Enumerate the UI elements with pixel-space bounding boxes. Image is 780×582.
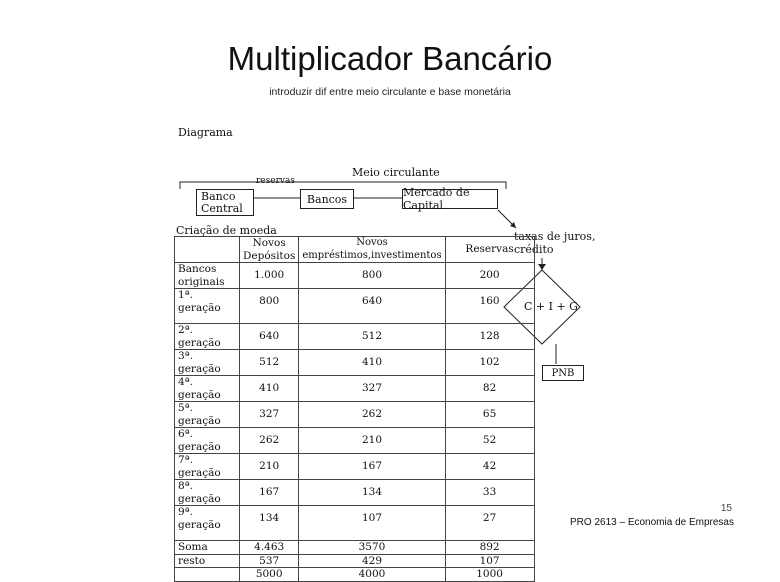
table-cell: 3570 [299,541,445,555]
row-label: 2ª. geração [175,324,240,350]
table-cell: 537 [240,554,299,568]
row-label: 7ª. geração [175,454,240,480]
table-cell: 892 [445,541,534,555]
table-row [175,428,535,454]
table-cell: 160 [445,289,534,324]
table-row [175,263,535,289]
table-cell: 134 [240,506,299,541]
table-header-row [175,237,535,263]
table-cell: 800 [240,289,299,324]
column-header: Novos Depósitos [240,237,299,263]
row-label: resto [175,554,240,568]
slide-title: Multiplicador Bancário [227,40,553,77]
table-row [175,454,535,480]
table-cell: 1000 [445,568,534,582]
mercado-capital-box: Mercado de Capital [402,189,498,209]
table-row [175,506,535,541]
slide-footer: PRO 2613 – Economia de Empresas [570,517,734,528]
table-cell: 327 [299,376,445,402]
table-cell: 128 [445,324,534,350]
table-cell: 42 [445,454,534,480]
row-label: 4ª. geração [175,376,240,402]
moeda-table [174,236,535,582]
table-row [175,324,535,350]
table-cell: 327 [240,402,299,428]
table-cell: 262 [240,428,299,454]
table-row [175,480,535,506]
page-number: 15 [720,503,732,514]
table-cell: 107 [299,506,445,541]
table-cell: 27 [445,506,534,541]
reservas-label: reservas [256,176,295,186]
scanned-figure [170,120,596,580]
table-cell: 210 [299,428,445,454]
table-cell: 134 [299,480,445,506]
banco-central-line2: Central [201,201,243,215]
diagram-heading: Diagrama [178,126,233,139]
table-row [175,402,535,428]
column-header [175,237,240,263]
table-cell: 640 [240,324,299,350]
table-row [175,376,535,402]
table-cell: 33 [445,480,534,506]
column-header: Novos empréstimos,investimentos [299,237,445,263]
banco-central-line1: Banco [201,189,236,203]
row-label: 6ª. geração [175,428,240,454]
table-cell: 4.463 [240,541,299,555]
row-label: 9ª. geração [175,506,240,541]
table-row [175,289,535,324]
row-label: 1ª. geração [175,289,240,324]
row-label [175,568,240,582]
table-cell: 52 [445,428,534,454]
taxas-line2: crédito [514,243,554,256]
table-row [175,554,535,568]
row-label: Bancos originais [175,263,240,289]
row-label: Soma [175,541,240,555]
decision-label: C + I + G [524,300,578,313]
table-cell: 102 [445,350,534,376]
table-cell: 410 [299,350,445,376]
table-cell: 65 [445,402,534,428]
table-row [175,541,535,555]
pnb-box: PNB [542,365,584,381]
table-cell: 167 [240,480,299,506]
banco-central-box [196,189,254,216]
table-cell: 200 [445,263,534,289]
meio-circulante-label: Meio circulante [352,166,440,179]
taxas-line1: taxas de juros, [514,230,596,243]
table-cell: 4000 [299,568,445,582]
slide-subtitle: introduzir dif entre meio circulante e base monetária [269,86,511,98]
column-header: Reservas [445,237,534,263]
table-cell: 512 [240,350,299,376]
table-cell: 1.000 [240,263,299,289]
row-label: 8ª. geração [175,480,240,506]
table-cell: 512 [299,324,445,350]
table-cell: 800 [299,263,445,289]
table-cell: 640 [299,289,445,324]
table-cell: 210 [240,454,299,480]
table-row [175,350,535,376]
bancos-box: Bancos [300,189,354,209]
table-cell: 262 [299,402,445,428]
table-row [175,568,535,582]
table-cell: 429 [299,554,445,568]
table-cell: 167 [299,454,445,480]
table-cell: 410 [240,376,299,402]
row-label: 5ª. geração [175,402,240,428]
row-label: 3ª. geração [175,350,240,376]
table-caption: Criação de moeda [176,224,277,237]
table-cell: 82 [445,376,534,402]
table-cell: 107 [445,554,534,568]
table-cell: 5000 [240,568,299,582]
